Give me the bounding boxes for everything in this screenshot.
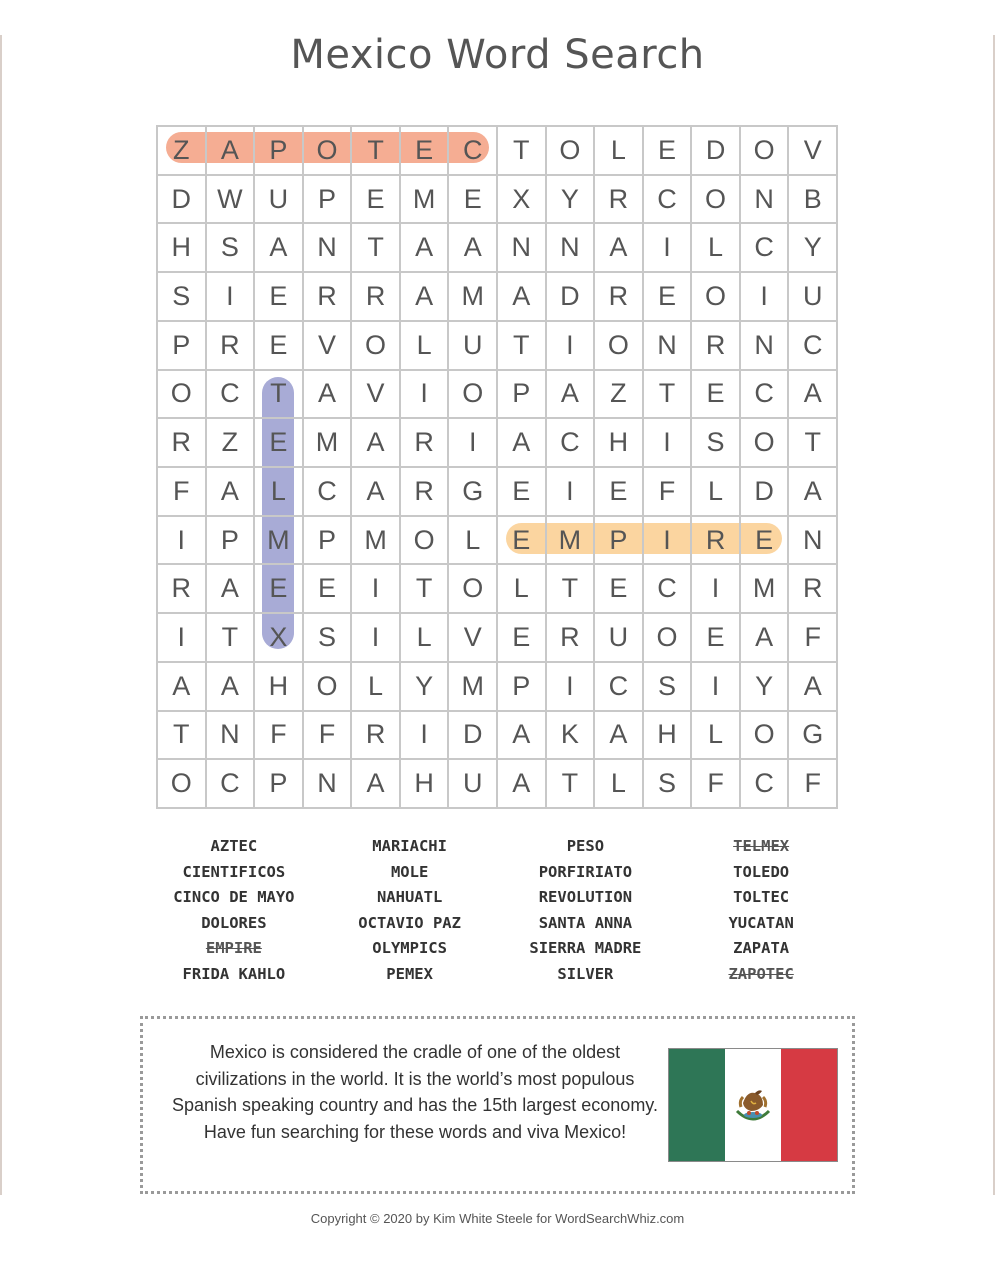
grid-cell[interactable]: L — [449, 517, 498, 566]
grid-cell[interactable]: P — [595, 517, 644, 566]
grid-cell[interactable]: O — [741, 127, 790, 176]
grid-cell[interactable]: I — [352, 565, 401, 614]
grid-cell[interactable]: A — [498, 760, 547, 809]
grid-cell[interactable]: I — [644, 419, 693, 468]
grid-cell[interactable]: L — [692, 224, 741, 273]
grid-cell[interactable]: E — [255, 273, 304, 322]
grid-cell[interactable]: B — [789, 176, 838, 225]
grid-cell[interactable]: P — [207, 517, 256, 566]
grid-cell[interactable]: R — [692, 322, 741, 371]
word-list-item: REVOLUTION — [538, 888, 633, 907]
grid-cell[interactable]: I — [547, 468, 596, 517]
mexico-flag — [668, 1048, 838, 1162]
grid-cell[interactable]: O — [449, 371, 498, 420]
grid-cell[interactable]: I — [644, 517, 693, 566]
grid-cell[interactable]: A — [498, 712, 547, 761]
grid-cell[interactable]: O — [741, 712, 790, 761]
grid-cell[interactable]: C — [304, 468, 353, 517]
grid-cell[interactable]: N — [789, 517, 838, 566]
copyright: Copyright © 2020 by Kim White Steele for WordSearchWhiz.com — [310, 1211, 685, 1226]
word-list-item: AZTEC — [210, 837, 258, 855]
grid-cell[interactable]: A — [595, 712, 644, 761]
grid-cell[interactable]: Y — [547, 176, 596, 225]
grid-cell[interactable]: A — [304, 371, 353, 420]
grid-cell[interactable]: I — [449, 419, 498, 468]
grid-cell[interactable]: Y — [789, 224, 838, 273]
grid-cell[interactable]: H — [595, 419, 644, 468]
grid-cell[interactable]: O — [158, 760, 207, 809]
grid-cell[interactable]: I — [547, 322, 596, 371]
word-list-item: NAHUATL — [376, 888, 443, 907]
word-list-item: PESO — [566, 837, 605, 855]
grid-cell[interactable]: C — [741, 760, 790, 809]
grid-cell[interactable]: E — [255, 419, 304, 468]
grid-cell[interactable]: E — [401, 127, 450, 176]
grid-cell[interactable]: L — [498, 565, 547, 614]
word-list-item: MARIACHI — [372, 837, 447, 855]
grid-cell[interactable]: T — [498, 127, 547, 176]
word-list-item: ZAPATA — [733, 939, 790, 958]
grid-cell[interactable]: H — [401, 760, 450, 809]
grid-cell[interactable]: F — [789, 760, 838, 809]
grid-cell[interactable]: R — [207, 322, 256, 371]
grid-cell[interactable]: A — [498, 419, 547, 468]
grid-cell[interactable]: I — [207, 273, 256, 322]
grid-cell[interactable]: M — [449, 663, 498, 712]
info-text: Mexico is considered the cradle of one of the oldest civilizations in the world. It is the world’s most populous Spanish speaking country and has the 15th largest economy. Have fun searching for these words and viva Mexico! — [172, 1042, 658, 1142]
grid-cell[interactable]: M — [255, 517, 304, 566]
grid-cell[interactable]: A — [158, 663, 207, 712]
grid-cell[interactable]: T — [644, 371, 693, 420]
grid-cell[interactable]: V — [789, 127, 838, 176]
grid-cell[interactable]: A — [595, 224, 644, 273]
grid-cell[interactable]: C — [595, 663, 644, 712]
grid-cell[interactable]: R — [595, 273, 644, 322]
grid-cell[interactable]: I — [401, 712, 450, 761]
grid-cell[interactable]: O — [644, 614, 693, 663]
word-list-item: YUCATAN — [728, 913, 794, 932]
grid-cell[interactable]: F — [789, 614, 838, 663]
grid-cell[interactable]: O — [692, 176, 741, 225]
grid-cell[interactable]: A — [352, 419, 401, 468]
grid-cell[interactable]: I — [644, 224, 693, 273]
grid-cell[interactable]: E — [595, 468, 644, 517]
grid-cell[interactable]: R — [547, 614, 596, 663]
grid-cell[interactable]: W — [207, 176, 256, 225]
grid-cell[interactable]: R — [352, 273, 401, 322]
grid-cell[interactable]: N — [547, 224, 596, 273]
grid-cell[interactable]: A — [547, 371, 596, 420]
grid-cell[interactable]: Y — [741, 663, 790, 712]
grid-cell[interactable]: E — [692, 614, 741, 663]
grid-cell[interactable]: O — [158, 371, 207, 420]
grid-cell[interactable]: P — [498, 371, 547, 420]
grid-cell[interactable]: K — [547, 712, 596, 761]
grid-cell[interactable]: Z — [207, 419, 256, 468]
grid-cell[interactable]: S — [207, 224, 256, 273]
grid-cell[interactable]: F — [644, 468, 693, 517]
grid-cell[interactable]: C — [547, 419, 596, 468]
grid-cell[interactable]: N — [498, 224, 547, 273]
grid-cell[interactable]: A — [741, 614, 790, 663]
grid-cell[interactable]: A — [207, 663, 256, 712]
grid-cell[interactable]: G — [789, 712, 838, 761]
grid-cell[interactable]: Z — [595, 371, 644, 420]
grid-cell[interactable]: U — [449, 322, 498, 371]
grid-cell[interactable]: T — [547, 760, 596, 809]
grid-cell[interactable]: L — [352, 663, 401, 712]
grid-cell[interactable]: Z — [158, 127, 207, 176]
grid-cell[interactable]: T — [255, 371, 304, 420]
grid-cell[interactable]: M — [401, 176, 450, 225]
grid-cell[interactable]: F — [304, 712, 353, 761]
grid-cell[interactable]: C — [644, 176, 693, 225]
grid-cell[interactable]: P — [255, 127, 304, 176]
grid-cell[interactable]: E — [352, 176, 401, 225]
grid-cell[interactable]: A — [498, 273, 547, 322]
grid-cell[interactable]: U — [255, 176, 304, 225]
grid-cell[interactable]: E — [255, 565, 304, 614]
grid-cell[interactable]: F — [255, 712, 304, 761]
grid-cell[interactable]: O — [401, 517, 450, 566]
grid-cell[interactable]: F — [692, 760, 741, 809]
grid-cell[interactable]: N — [644, 322, 693, 371]
word-list-item: EMPIRE — [205, 939, 262, 958]
word-list-item: PORFIRIATO — [538, 862, 633, 881]
grid-cell[interactable]: L — [401, 322, 450, 371]
grid-cell[interactable]: I — [158, 614, 207, 663]
grid-cell[interactable]: D — [158, 176, 207, 225]
grid-cell[interactable]: A — [401, 273, 450, 322]
grid-cell[interactable]: I — [401, 371, 450, 420]
word-list-item: TOLEDO — [733, 862, 790, 881]
grid-cell[interactable]: U — [449, 760, 498, 809]
grid-cell[interactable]: C — [207, 760, 256, 809]
word-list-item: FRIDA KAHLO — [182, 964, 286, 983]
word-list-item: SANTA ANNA — [538, 913, 633, 932]
grid-cell[interactable]: E — [595, 565, 644, 614]
grid-cell[interactable]: V — [449, 614, 498, 663]
grid-cell[interactable]: C — [741, 224, 790, 273]
grid-cell[interactable]: O — [547, 127, 596, 176]
grid-cell[interactable]: T — [789, 419, 838, 468]
grid-cell[interactable]: P — [304, 517, 353, 566]
grid-cell[interactable]: M — [547, 517, 596, 566]
word-list-item: SILVER — [557, 964, 614, 983]
grid-cell[interactable]: R — [158, 419, 207, 468]
grid-cell[interactable]: N — [741, 176, 790, 225]
grid-cell[interactable]: A — [789, 371, 838, 420]
grid-cell[interactable]: L — [692, 468, 741, 517]
word-list-item: TELMEX — [733, 837, 790, 855]
grid-cell[interactable]: L — [401, 614, 450, 663]
grid-cell[interactable]: M — [741, 565, 790, 614]
grid-cell[interactable]: G — [449, 468, 498, 517]
grid-cell[interactable]: E — [692, 371, 741, 420]
grid-cell[interactable]: E — [644, 127, 693, 176]
grid-cell[interactable]: P — [304, 176, 353, 225]
grid-cell[interactable]: M — [304, 419, 353, 468]
grid-cell[interactable]: E — [498, 468, 547, 517]
word-list-item: TOLTEC — [733, 888, 790, 907]
grid-cell[interactable]: R — [595, 176, 644, 225]
grid-cell[interactable]: S — [304, 614, 353, 663]
word-list-item: SIERRA MADRE — [529, 939, 642, 958]
grid-cell[interactable]: E — [304, 565, 353, 614]
flag-white-band — [725, 1049, 781, 1161]
grid-cell[interactable]: C — [207, 371, 256, 420]
grid-cell[interactable]: D — [547, 273, 596, 322]
word-list-item: OLYMPICS — [372, 939, 447, 958]
grid-cell[interactable]: C — [644, 565, 693, 614]
grid-cell[interactable]: S — [644, 760, 693, 809]
grid-cell[interactable]: L — [255, 468, 304, 517]
grid-cell[interactable]: D — [449, 712, 498, 761]
grid-cell[interactable]: S — [644, 663, 693, 712]
grid-cell[interactable]: T — [352, 224, 401, 273]
grid-cell[interactable]: O — [692, 273, 741, 322]
grid-cell[interactable]: A — [207, 468, 256, 517]
word-list-item: CINCO DE MAYO — [173, 888, 295, 907]
grid-cell[interactable]: A — [352, 468, 401, 517]
grid-cell[interactable]: T — [401, 565, 450, 614]
grid-cell[interactable]: U — [789, 273, 838, 322]
grid-cell[interactable]: T — [498, 322, 547, 371]
grid-cell[interactable]: X — [255, 614, 304, 663]
grid-cell[interactable]: T — [158, 712, 207, 761]
grid-cell[interactable]: A — [352, 760, 401, 809]
grid-cell[interactable]: T — [547, 565, 596, 614]
grid-cell[interactable]: S — [692, 419, 741, 468]
grid-cell[interactable]: I — [692, 663, 741, 712]
word-list-item: ZAPOTEC — [728, 964, 794, 983]
grid-cell[interactable]: V — [352, 371, 401, 420]
grid-cell[interactable]: E — [498, 517, 547, 566]
grid-cell[interactable]: R — [304, 273, 353, 322]
grid-cell[interactable]: E — [498, 614, 547, 663]
grid-cell[interactable]: A — [789, 468, 838, 517]
grid-cell[interactable]: S — [158, 273, 207, 322]
grid-cell[interactable]: C — [741, 371, 790, 420]
word-list-item: DOLORES — [201, 913, 267, 932]
grid-cell[interactable]: H — [644, 712, 693, 761]
grid-cell[interactable]: T — [352, 127, 401, 176]
grid-cell[interactable]: O — [304, 663, 353, 712]
grid-cell[interactable]: O — [595, 322, 644, 371]
flag-green-band — [669, 1049, 725, 1161]
grid-cell[interactable]: O — [352, 322, 401, 371]
grid-cell[interactable]: O — [741, 419, 790, 468]
grid-cell[interactable]: L — [692, 712, 741, 761]
word-list-item: PEMEX — [386, 964, 433, 983]
grid-cell[interactable]: I — [547, 663, 596, 712]
grid-cell[interactable]: L — [595, 760, 644, 809]
grid-cell[interactable]: A — [207, 127, 256, 176]
letter-grid[interactable] — [156, 125, 838, 809]
grid-cell[interactable]: T — [207, 614, 256, 663]
grid-cell[interactable]: N — [304, 224, 353, 273]
flag-red-band — [781, 1049, 837, 1161]
grid-cell[interactable]: I — [741, 273, 790, 322]
grid-cell[interactable]: I — [352, 614, 401, 663]
grid-cell[interactable]: A — [401, 224, 450, 273]
grid-cell[interactable]: P — [498, 663, 547, 712]
grid-cell[interactable]: F — [158, 468, 207, 517]
grid-cell[interactable]: R — [158, 565, 207, 614]
grid-cell[interactable]: E — [644, 273, 693, 322]
grid-cell[interactable]: M — [352, 517, 401, 566]
grid-cell[interactable]: A — [255, 224, 304, 273]
grid-cell[interactable]: O — [449, 565, 498, 614]
word-list-item: OCTAVIO PAZ — [358, 913, 461, 932]
grid-cell[interactable]: Y — [401, 663, 450, 712]
grid-cell[interactable]: R — [401, 419, 450, 468]
word-list-item: CIENTIFICOS — [182, 862, 286, 881]
grid-cell[interactable]: H — [255, 663, 304, 712]
grid-cell[interactable]: H — [158, 224, 207, 273]
word-list-item: MOLE — [390, 862, 429, 881]
grid-cell[interactable]: P — [255, 760, 304, 809]
grid-cell[interactable]: N — [207, 712, 256, 761]
grid-cell[interactable]: A — [207, 565, 256, 614]
grid-cell[interactable]: R — [692, 517, 741, 566]
grid-cell[interactable]: R — [789, 565, 838, 614]
grid-cell[interactable]: X — [498, 176, 547, 225]
grid-cell[interactable]: E — [741, 517, 790, 566]
grid-cell[interactable]: N — [304, 760, 353, 809]
grid-cell[interactable]: E — [255, 322, 304, 371]
grid-cell[interactable]: R — [352, 712, 401, 761]
page-title: Mexico Word Search — [290, 32, 705, 78]
grid-cell[interactable]: E — [449, 176, 498, 225]
word-list — [146, 834, 849, 988]
grid-cell[interactable]: U — [595, 614, 644, 663]
grid-cell[interactable]: C — [789, 322, 838, 371]
grid-cell[interactable]: P — [158, 322, 207, 371]
grid-cell[interactable]: L — [595, 127, 644, 176]
grid-cell[interactable]: N — [741, 322, 790, 371]
eagle-emblem-icon — [729, 1081, 777, 1129]
grid-cell[interactable]: I — [692, 565, 741, 614]
grid-cell[interactable]: A — [789, 663, 838, 712]
grid-cell[interactable]: C — [449, 127, 498, 176]
grid-cell[interactable]: A — [449, 224, 498, 273]
grid-cell[interactable]: D — [692, 127, 741, 176]
grid-cell[interactable]: R — [401, 468, 450, 517]
grid-cell[interactable]: O — [304, 127, 353, 176]
grid-cell[interactable]: I — [158, 517, 207, 566]
page-edge-left — [0, 35, 2, 1195]
grid-cell[interactable]: M — [449, 273, 498, 322]
grid-cell[interactable]: D — [741, 468, 790, 517]
grid-cell[interactable]: V — [304, 322, 353, 371]
